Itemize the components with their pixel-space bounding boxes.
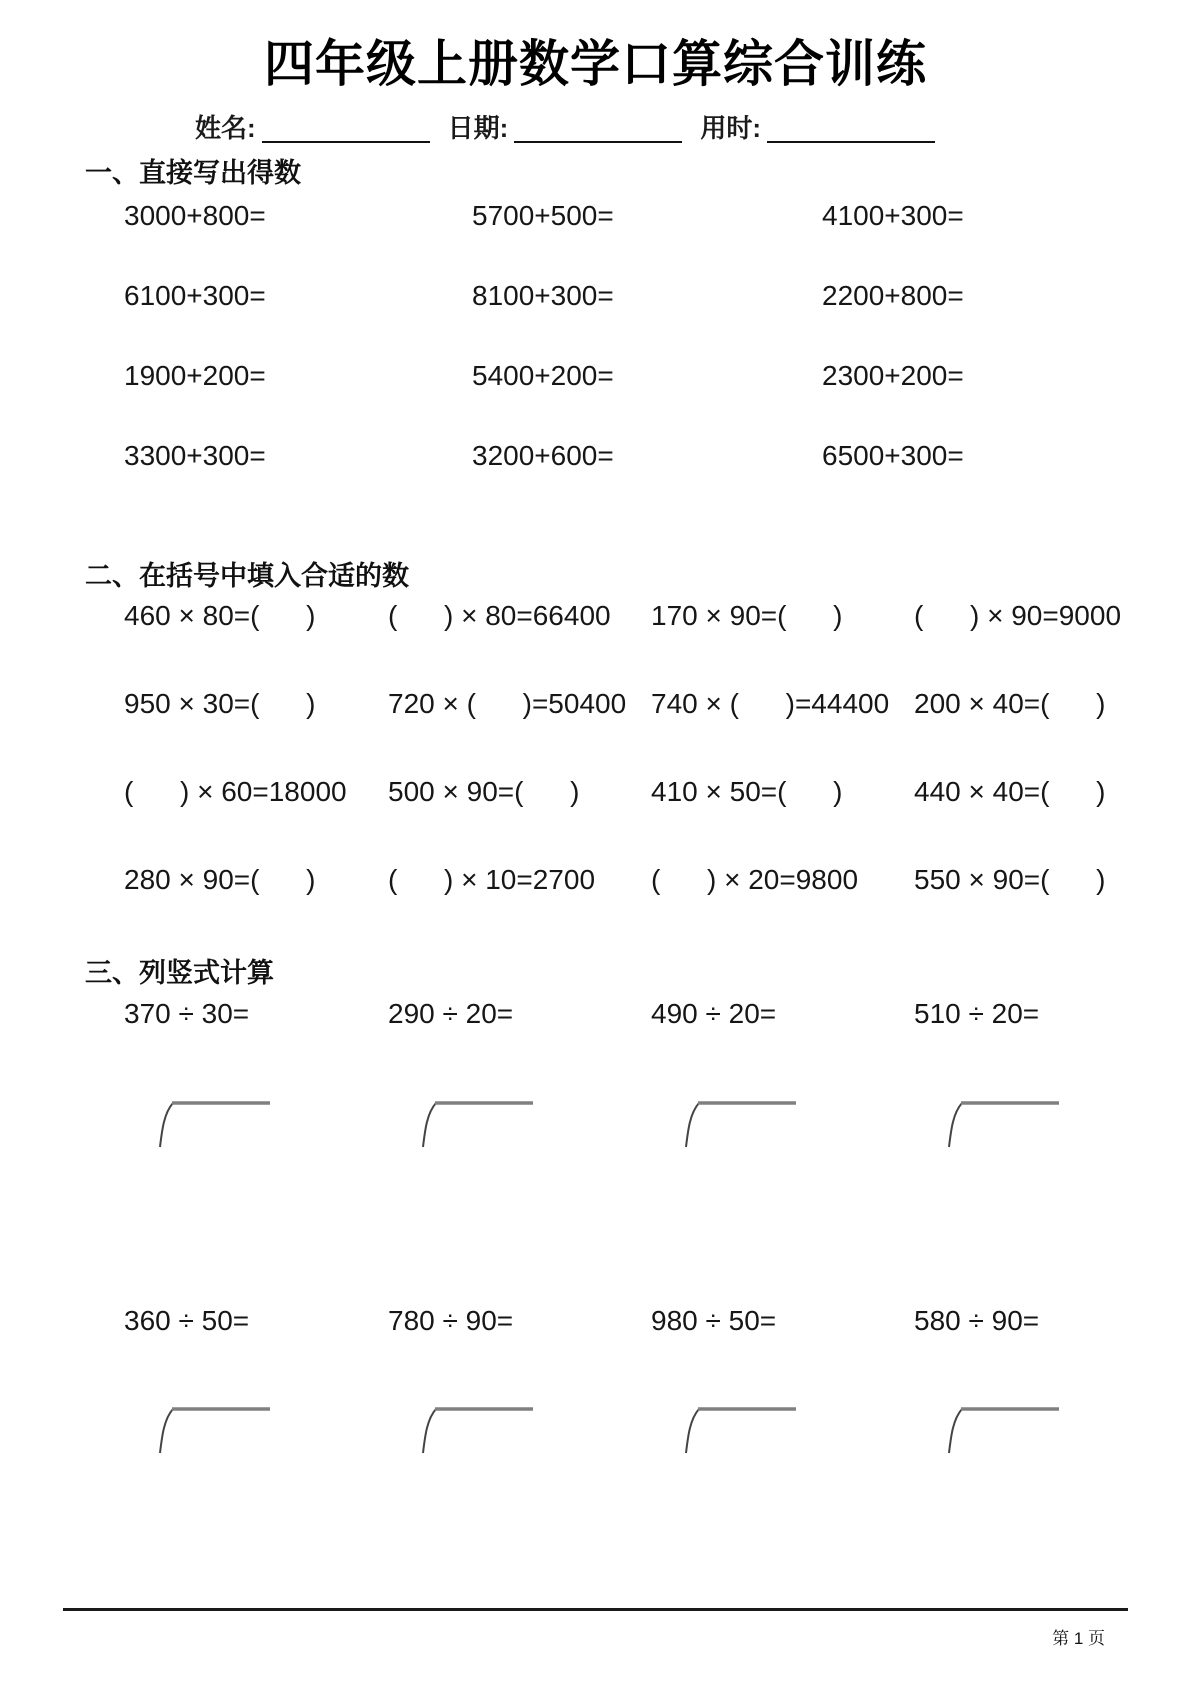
- section3-problem-row-1: [124, 998, 1039, 1030]
- math-problem: 4100+300=: [822, 200, 964, 231]
- math-problem: ( ) × 60=18000: [124, 776, 347, 807]
- section2-problem-grid: [124, 600, 1121, 952]
- math-problem: 3300+300=: [124, 440, 266, 471]
- long-division-bracket-icon: [682, 1406, 798, 1454]
- math-problem: 950 × 30=( ): [124, 688, 316, 719]
- long-division-bracket-icon: [419, 1100, 535, 1148]
- long-division-bracket-icon: [682, 1100, 798, 1148]
- long-division-bracket-row-2: [156, 1406, 1061, 1454]
- math-problem: ( ) × 10=2700: [388, 864, 596, 895]
- math-problem: 2200+800=: [822, 280, 964, 311]
- math-problem: 1900+200=: [124, 360, 266, 391]
- section3-problem-row-2: [124, 1305, 1039, 1337]
- math-problem: 170 × 90=( ): [651, 600, 843, 631]
- long-division-bracket-row-1: [156, 1100, 1061, 1148]
- math-problem: ( ) × 90=9000: [914, 600, 1122, 631]
- long-division-bracket-icon: [156, 1100, 272, 1148]
- name-blank-line: [262, 113, 430, 143]
- date-blank-line: [514, 113, 682, 143]
- math-problem: 500 × 90=( ): [388, 776, 580, 807]
- math-problem: ( ) × 20=9800: [651, 864, 859, 895]
- math-problem: 280 × 90=( ): [124, 864, 316, 895]
- math-problem: 370 ÷ 30=: [124, 998, 250, 1029]
- footer-divider: [63, 1608, 1128, 1611]
- long-division-bracket-icon: [156, 1406, 272, 1454]
- math-problem: 8100+300=: [472, 280, 614, 311]
- section1-problem-grid: [124, 200, 964, 520]
- math-problem: 720 × ( )=50400: [388, 688, 627, 719]
- math-problem: 550 × 90=( ): [914, 864, 1106, 895]
- math-problem: ( ) × 80=66400: [388, 600, 611, 631]
- name-label: 姓名:: [195, 113, 256, 143]
- math-problem: 490 ÷ 20=: [651, 998, 777, 1029]
- time-label: 用时:: [700, 113, 762, 143]
- math-problem: 6100+300=: [124, 280, 266, 311]
- math-problem: 2300+200=: [822, 360, 964, 391]
- math-problem: 460 × 80=( ): [124, 600, 316, 631]
- math-problem: 3000+800=: [124, 200, 266, 231]
- section3-heading: 三、列竖式计算: [85, 958, 274, 988]
- math-problem: 510 ÷ 20=: [914, 998, 1040, 1029]
- long-division-bracket-icon: [945, 1100, 1061, 1148]
- header-fields: [195, 108, 935, 145]
- long-division-bracket-icon: [419, 1406, 535, 1454]
- section2-heading: 二、在括号中填入合适的数: [85, 561, 409, 591]
- math-problem: 740 × ( )=44400: [651, 688, 890, 719]
- math-problem: 440 × 40=( ): [914, 776, 1106, 807]
- math-problem: 410 × 50=( ): [651, 776, 843, 807]
- page-number: 第 1 页: [1052, 1629, 1105, 1648]
- page-title: 四年级上册数学口算综合训练: [264, 36, 927, 92]
- math-problem: 580 ÷ 90=: [914, 1305, 1040, 1336]
- math-problem: 780 ÷ 90=: [388, 1305, 514, 1336]
- math-problem: 3200+600=: [472, 440, 614, 471]
- math-problem: 980 ÷ 50=: [651, 1305, 777, 1336]
- date-label: 日期:: [447, 113, 509, 143]
- math-problem: 200 × 40=( ): [914, 688, 1106, 719]
- math-problem: 5400+200=: [472, 360, 614, 391]
- math-problem: 6500+300=: [822, 440, 964, 471]
- long-division-bracket-icon: [945, 1406, 1061, 1454]
- time-blank-line: [767, 113, 935, 143]
- math-problem: 5700+500=: [472, 200, 614, 231]
- math-problem: 290 ÷ 20=: [388, 998, 514, 1029]
- section1-heading: 一、直接写出得数: [85, 158, 301, 188]
- math-problem: 360 ÷ 50=: [124, 1305, 250, 1336]
